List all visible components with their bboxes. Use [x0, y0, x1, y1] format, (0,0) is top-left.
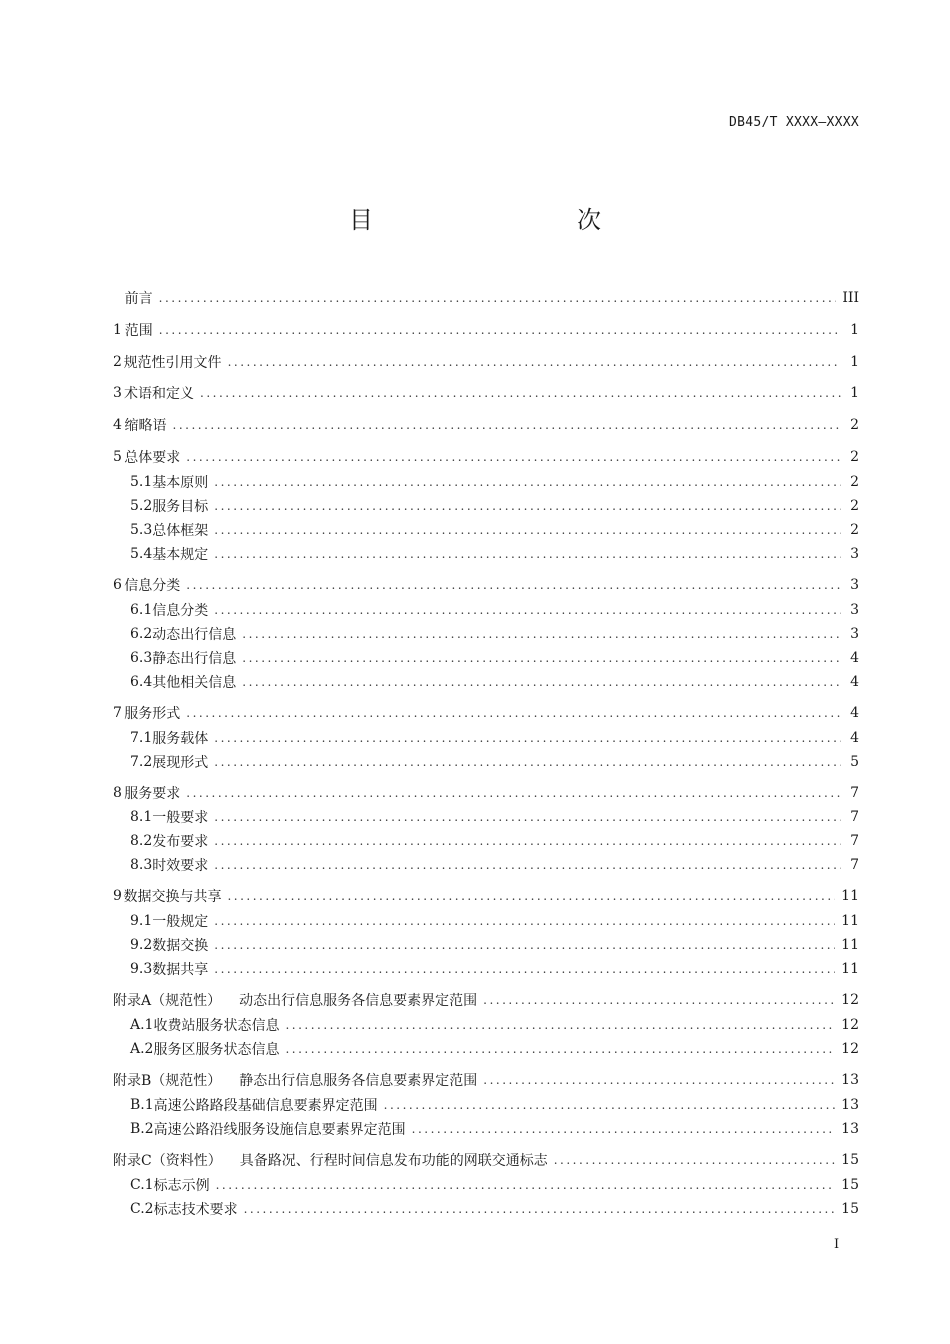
toc-entry-number: 5.1	[130, 474, 153, 490]
toc-entry-label: 总体框架	[152, 523, 209, 539]
page-title: 目 次	[349, 206, 653, 234]
toc-entry-page: 2	[850, 522, 859, 538]
toc-entry-label: 发布要求	[152, 834, 209, 850]
toc-entry-page: 15	[841, 1177, 859, 1193]
dot-leader	[214, 755, 841, 769]
toc-entry[interactable]	[113, 414, 859, 436]
toc-entry[interactable]	[113, 574, 859, 596]
toc-entry-page: 15	[841, 1201, 859, 1217]
toc-entry-number: 5.4	[130, 546, 153, 562]
toc-entry-page: 3	[850, 577, 859, 593]
toc-entry-label: 数据交换	[152, 938, 209, 954]
toc-entry-number: A.1	[130, 1017, 154, 1033]
toc-entry-number: 7.2	[130, 754, 153, 770]
toc-entry-page: 4	[850, 674, 859, 690]
dot-leader	[214, 499, 841, 513]
toc-entry-number: 8	[113, 785, 122, 801]
dot-leader	[214, 858, 841, 872]
toc-entry-number: C.1	[130, 1177, 154, 1193]
toc-entry[interactable]	[130, 1198, 859, 1220]
toc-entry-page: 15	[841, 1152, 859, 1168]
toc-entry-page: 12	[841, 1041, 859, 1057]
document-code: DB45/T XXXX—XXXX	[728, 115, 859, 130]
dot-leader	[244, 1202, 836, 1216]
toc-entry-number: C.2	[130, 1201, 154, 1217]
toc-entry-label: 数据交换与共享	[123, 889, 222, 905]
toc-entry[interactable]	[130, 1038, 859, 1060]
toc-entry[interactable]	[113, 382, 859, 404]
toc-entry-page: 1	[850, 322, 859, 338]
toc-entry-page: 11	[841, 913, 859, 929]
toc-entry-number: 7	[113, 705, 122, 721]
toc-entry[interactable]	[130, 543, 859, 565]
toc-entry-label: 服务目标	[152, 499, 209, 515]
toc-entry-label: 范围	[124, 323, 153, 339]
dot-leader	[242, 627, 841, 641]
toc-entry-page: 1	[850, 354, 859, 370]
dot-leader	[200, 386, 841, 400]
toc-entry-page: 4	[850, 705, 859, 721]
toc-entry[interactable]	[130, 519, 859, 541]
dot-leader	[554, 1153, 835, 1167]
toc-entry[interactable]	[130, 934, 859, 956]
dot-leader	[214, 938, 835, 952]
toc-entry[interactable]	[113, 351, 859, 373]
dot-leader	[214, 834, 841, 848]
toc-entry[interactable]	[113, 885, 859, 907]
toc-entry-label: 缩略语	[124, 418, 167, 434]
toc-entry-page: 11	[841, 888, 859, 904]
toc-entry-page: 12	[841, 992, 859, 1008]
toc-entry-page: 7	[850, 857, 859, 873]
toc-entry-page: 13	[841, 1121, 859, 1137]
toc-entry[interactable]	[113, 319, 859, 341]
toc-entry-label: 服务区服务状态信息	[153, 1042, 280, 1058]
toc-entry[interactable]	[113, 287, 859, 309]
toc-entry-page: 2	[850, 449, 859, 465]
dot-leader	[214, 731, 841, 745]
toc-entry-number: 8.2	[130, 833, 153, 849]
toc-entry-label: 基本原则	[152, 475, 209, 491]
toc-entry-number: 附录C（资料性）	[113, 1153, 222, 1169]
toc-entry-number: 8.3	[130, 857, 153, 873]
toc-entry-label: 静态出行信息	[152, 651, 237, 667]
toc-entry[interactable]	[130, 727, 859, 749]
toc-entry-label: 基本规定	[152, 547, 209, 563]
dot-leader	[412, 1122, 836, 1136]
dot-leader	[214, 603, 841, 617]
toc-entry-label: 静态出行信息服务各信息要素界定范围	[225, 1073, 478, 1089]
toc-entry-page: 13	[841, 1072, 859, 1088]
toc-entry-label: 标志示例	[153, 1178, 210, 1194]
toc-entry-number: A.2	[130, 1041, 154, 1057]
toc-entry-number: 5.2	[130, 498, 153, 514]
toc-entry[interactable]	[130, 958, 859, 980]
dot-leader	[285, 1042, 835, 1056]
toc-entry-page: 2	[850, 474, 859, 490]
toc-entry-number: 6.4	[130, 674, 153, 690]
toc-entry-page: 2	[850, 498, 859, 514]
toc-entry[interactable]	[130, 671, 859, 693]
toc-entry[interactable]	[130, 1014, 859, 1036]
toc-entry-page: 4	[850, 730, 859, 746]
toc-entry-page: III	[842, 290, 859, 306]
toc-entry[interactable]	[130, 495, 859, 517]
toc-entry-label: 高速公路路段基础信息要素界定范围	[153, 1098, 378, 1114]
dot-leader	[186, 786, 841, 800]
toc-entry-page: 11	[841, 961, 859, 977]
toc-entry-label: 术语和定义	[124, 386, 195, 402]
dot-leader	[214, 962, 835, 976]
dot-leader	[186, 578, 841, 592]
toc-entry-page: 3	[850, 546, 859, 562]
dot-leader	[228, 355, 841, 369]
toc-entry-number: 6	[113, 577, 122, 593]
page-number: I	[834, 1237, 840, 1252]
dot-leader	[214, 810, 841, 824]
toc-entry-label: 其他相关信息	[152, 675, 237, 691]
toc-entry[interactable]	[130, 1118, 859, 1140]
toc-entry-number: 9	[113, 888, 122, 904]
toc-entry[interactable]	[113, 1069, 859, 1091]
toc-entry-label: 标志技术要求	[153, 1202, 238, 1218]
toc-entry-number: 附录A（规范性）	[113, 993, 222, 1009]
toc-entry-page: 1	[850, 385, 859, 401]
dot-leader	[242, 675, 841, 689]
toc-entry-label: 前言	[124, 291, 153, 307]
toc-entry-label: 服务要求	[124, 786, 181, 802]
toc-entry[interactable]	[130, 599, 859, 621]
dot-leader	[186, 706, 841, 720]
toc-entry-number: 7.1	[130, 730, 153, 746]
toc-entry-number: 2	[113, 354, 122, 370]
toc-entry-page: 3	[850, 602, 859, 618]
toc-entry-page: 3	[850, 626, 859, 642]
dot-leader	[159, 291, 837, 305]
toc-entry-label: 收费站服务状态信息	[153, 1018, 280, 1034]
toc-entry[interactable]	[130, 806, 859, 828]
toc-entry-page: 7	[850, 809, 859, 825]
dot-leader	[214, 914, 835, 928]
dot-leader	[214, 475, 841, 489]
dot-leader	[214, 523, 841, 537]
toc-entry-label: 时效要求	[152, 858, 209, 874]
toc-entry-page: 11	[841, 937, 859, 953]
toc-entry-label: 规范性引用文件	[123, 355, 222, 371]
toc-entry[interactable]	[130, 623, 859, 645]
toc-entry-page: 7	[850, 785, 859, 801]
toc-entry-number: 5	[113, 449, 122, 465]
toc-entry[interactable]	[113, 702, 859, 724]
toc-entry-label: 展现形式	[152, 755, 209, 771]
toc-entry[interactable]	[130, 830, 859, 852]
toc-entry-label: 信息分类	[152, 603, 209, 619]
toc-entry-label: 服务载体	[152, 731, 209, 747]
toc-entry-label: 服务形式	[124, 706, 181, 722]
toc-entry[interactable]	[113, 1149, 859, 1171]
dot-leader	[216, 1178, 836, 1192]
toc-entry-number: 6.3	[130, 650, 153, 666]
toc-entry-label: 动态出行信息服务各信息要素界定范围	[225, 993, 478, 1009]
toc-entry-number: 1	[113, 322, 122, 338]
toc-entry-label: 一般要求	[152, 810, 209, 826]
toc-entry-number: 3	[113, 385, 122, 401]
toc-entry-number: 9.2	[130, 937, 153, 953]
toc-entry[interactable]	[113, 446, 859, 468]
dot-leader	[483, 1073, 835, 1087]
toc-entry[interactable]	[130, 647, 859, 669]
toc-entry-label: 高速公路沿线服务设施信息要素界定范围	[153, 1122, 406, 1138]
toc-entry[interactable]	[113, 782, 859, 804]
toc-entry[interactable]	[130, 751, 859, 773]
toc-entry-number: 4	[113, 417, 122, 433]
dot-leader	[186, 450, 841, 464]
toc-entry-number: 6.2	[130, 626, 153, 642]
dot-leader	[242, 651, 841, 665]
toc-entry-page: 2	[850, 417, 859, 433]
toc-entry-label: 数据共享	[152, 962, 209, 978]
toc-entry-label: 具备路况、行程时间信息发布功能的网联交通标志	[225, 1153, 548, 1169]
dot-leader	[384, 1098, 836, 1112]
toc-entry-page: 13	[841, 1097, 859, 1113]
toc-entry-number: 8.1	[130, 809, 153, 825]
toc-entry-page: 5	[850, 754, 859, 770]
toc-entry[interactable]	[130, 471, 859, 493]
toc-entry[interactable]	[130, 854, 859, 876]
toc-entry-number: B.2	[130, 1121, 154, 1137]
toc-entry-label: 总体要求	[124, 450, 181, 466]
toc-entry-label: 信息分类	[124, 578, 181, 594]
toc-entry[interactable]	[130, 1094, 859, 1116]
toc-entry-page: 12	[841, 1017, 859, 1033]
toc-entry[interactable]	[130, 1174, 859, 1196]
dot-leader	[483, 993, 835, 1007]
toc-entry-number: B.1	[130, 1097, 154, 1113]
toc-entry-number: 9.1	[130, 913, 153, 929]
dot-leader	[285, 1018, 835, 1032]
toc-entry-number: 6.1	[130, 602, 153, 618]
toc-entry-number: 9.3	[130, 961, 153, 977]
toc-entry-label: 动态出行信息	[152, 627, 237, 643]
toc-entry[interactable]	[113, 989, 859, 1011]
toc-entry[interactable]	[130, 910, 859, 932]
toc-entry-page: 4	[850, 650, 859, 666]
dot-leader	[173, 418, 841, 432]
toc-entry-number: 附录B（规范性）	[113, 1073, 222, 1089]
toc-entry-page: 7	[850, 833, 859, 849]
toc-entry-label: 一般规定	[152, 914, 209, 930]
dot-leader	[227, 889, 835, 903]
dot-leader	[214, 547, 841, 561]
toc-entry-number: 5.3	[130, 522, 153, 538]
dot-leader	[159, 323, 841, 337]
